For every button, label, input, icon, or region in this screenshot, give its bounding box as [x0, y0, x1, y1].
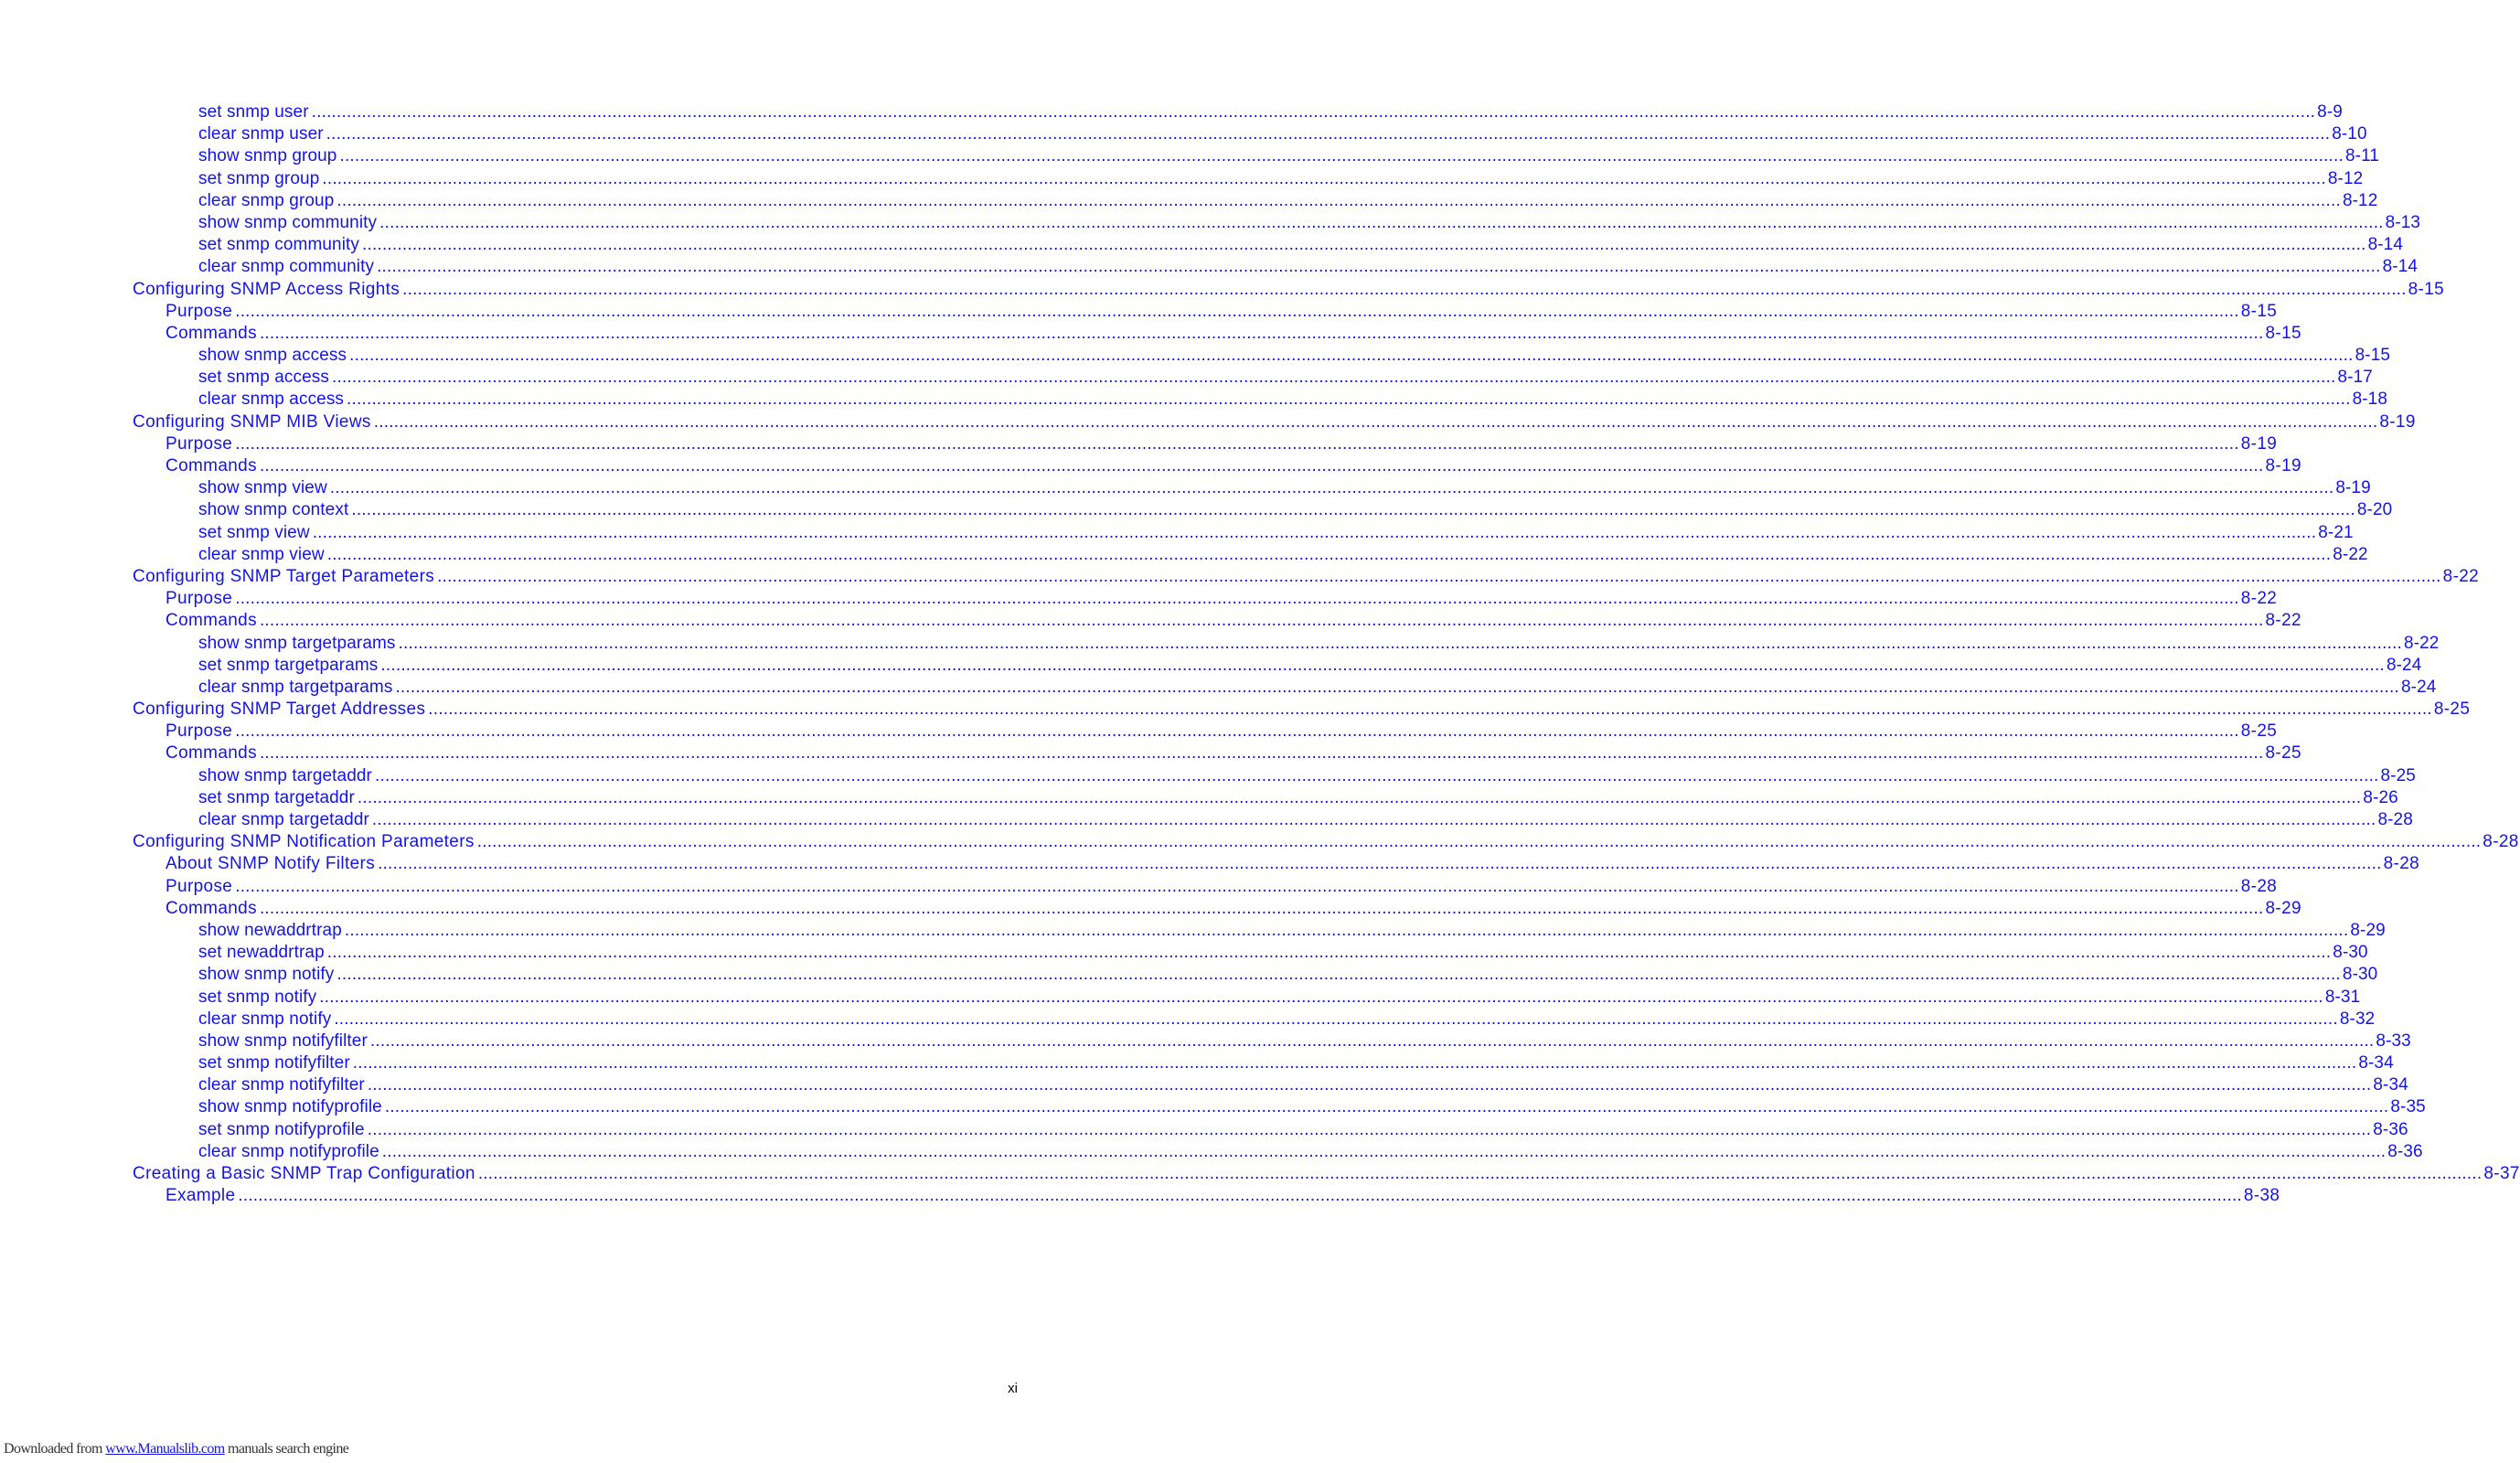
- toc-entry-title: clear snmp access: [198, 390, 345, 410]
- toc-dot-leader: ................................................................................................................................................................................................................................................................................................................................................................................................................: [357, 787, 2362, 807]
- toc-entry-page: 8-17: [2337, 368, 2373, 388]
- toc-dot-leader: ................................................................................................................................................................................................................................................................................................................................................................................................................: [347, 390, 2351, 410]
- toc-entry-page: 8-34: [2358, 1053, 2394, 1073]
- toc-entry-page: 8-34: [2373, 1075, 2408, 1095]
- toc-entry[interactable]: [198, 477, 2371, 499]
- toc-entry-page: 8-12: [2327, 168, 2364, 188]
- toc-dot-leader: ................................................................................................................................................................................................................................................................................................................................................................................................................: [259, 898, 2264, 918]
- toc-entry-page: 8-22: [2404, 633, 2440, 653]
- toc-entry-title: show snmp targetaddr: [198, 765, 372, 785]
- toc-entry[interactable]: [133, 279, 2445, 301]
- toc-dot-leader: ................................................................................................................................................................................................................................................................................................................................................................................................................: [428, 699, 2432, 720]
- toc-dot-leader: ................................................................................................................................................................................................................................................................................................................................................................................................................: [311, 102, 2316, 122]
- toc-entry-page: 8-25: [2265, 743, 2301, 764]
- toc-entry-title: set snmp view: [198, 522, 310, 542]
- toc-dot-leader: ................................................................................................................................................................................................................................................................................................................................................................................................................: [437, 566, 2441, 586]
- toc-entry-title: Configuring SNMP Target Addresses: [133, 699, 426, 720]
- toc-entry[interactable]: [133, 566, 2480, 588]
- toc-entry-title: Example: [166, 1186, 236, 1206]
- toc-entry-title: Purpose: [166, 301, 233, 321]
- toc-dot-leader: ................................................................................................................................................................................................................................................................................................................................................................................................................: [336, 965, 2341, 985]
- toc-entry-title: show snmp access: [198, 346, 347, 366]
- toc-dot-leader: ................................................................................................................................................................................................................................................................................................................................................................................................................: [367, 1119, 2372, 1139]
- toc-entry-page: 8-13: [2385, 212, 2421, 232]
- toc-entry-page: 8-10: [2332, 124, 2367, 144]
- toc-entry[interactable]: [198, 190, 2378, 212]
- toc-entry-page: 8-21: [2318, 522, 2354, 542]
- toc-entry-title: Purpose: [166, 876, 233, 896]
- toc-entry-page: 8-25: [2433, 699, 2471, 720]
- toc-entry-page: 8-38: [2243, 1186, 2280, 1206]
- toc-entry-page: 8-22: [2442, 566, 2480, 586]
- toc-entry[interactable]: [166, 742, 2301, 764]
- toc-entry[interactable]: [198, 677, 2437, 699]
- toc-entry-page: 8-14: [2367, 235, 2403, 255]
- toc-dot-leader: ................................................................................................................................................................................................................................................................................................................................................................................................................: [351, 500, 2355, 520]
- toc-dot-leader: ................................................................................................................................................................................................................................................................................................................................................................................................................: [476, 832, 2482, 852]
- toc-entry-page: 8-18: [2352, 390, 2388, 410]
- toc-entry-page: 8-24: [2400, 677, 2437, 697]
- toc-entry[interactable]: [166, 610, 2301, 632]
- toc-entry-page: 8-15: [2240, 301, 2278, 321]
- toc-dot-leader: ................................................................................................................................................................................................................................................................................................................................................................................................................: [332, 368, 2336, 388]
- toc-entry-title: show snmp notify: [198, 965, 335, 985]
- toc-entry[interactable]: [198, 920, 2386, 942]
- toc-entry[interactable]: [166, 876, 2278, 898]
- toc-entry-title: Purpose: [166, 721, 233, 742]
- toc-entry[interactable]: [166, 301, 2278, 323]
- toc-entry-page: 8-15: [2354, 346, 2391, 366]
- toc-dot-leader: ................................................................................................................................................................................................................................................................................................................................................................................................................: [235, 301, 2239, 321]
- toc-entry-title: show snmp community: [198, 212, 378, 232]
- toc-dot-leader: ................................................................................................................................................................................................................................................................................................................................................................................................................: [402, 279, 2407, 299]
- toc-dot-leader: ................................................................................................................................................................................................................................................................................................................................................................................................................: [378, 854, 2382, 874]
- toc-entry-page: 8-22: [2333, 544, 2368, 564]
- toc-dot-leader: ................................................................................................................................................................................................................................................................................................................................................................................................................: [380, 655, 2385, 675]
- toc-entry-title: show snmp group: [198, 146, 337, 166]
- toc-entry-title: clear snmp notify: [198, 1009, 332, 1029]
- toc-entry-page: 8-28: [2240, 876, 2278, 896]
- toc-entry-title: Commands: [166, 611, 257, 631]
- toc-entry-title: set snmp notifyfilter: [198, 1053, 350, 1073]
- toc-dot-leader: ................................................................................................................................................................................................................................................................................................................................................................................................................: [377, 257, 2381, 277]
- toc-dot-leader: ................................................................................................................................................................................................................................................................................................................................................................................................................: [371, 810, 2376, 829]
- toc-entry-title: clear snmp targetaddr: [198, 810, 369, 829]
- toc-entry-page: 8-28: [2383, 854, 2420, 874]
- toc-entry[interactable]: [198, 964, 2378, 986]
- toc-entry-page: 8-30: [2342, 965, 2378, 985]
- toc-entry[interactable]: [198, 765, 2416, 787]
- toc-entry-title: Configuring SNMP Notification Parameters: [133, 832, 475, 852]
- toc-dot-leader: ................................................................................................................................................................................................................................................................................................................................................................................................................: [235, 433, 2239, 454]
- toc-entry[interactable]: [198, 367, 2373, 389]
- toc-entry-page: 8-30: [2333, 943, 2368, 963]
- toc-entry-title: show snmp context: [198, 500, 349, 520]
- toc-entry-page: 8-29: [2350, 920, 2386, 940]
- toc-dot-leader: ................................................................................................................................................................................................................................................................................................................................................................................................................: [235, 876, 2239, 896]
- toc-dot-leader: ................................................................................................................................................................................................................................................................................................................................................................................................................: [326, 943, 2332, 963]
- footer-prefix: Downloaded from: [4, 1441, 106, 1457]
- toc-entry-title: Configuring SNMP Access Rights: [133, 279, 400, 299]
- toc-entry[interactable]: [198, 655, 2422, 677]
- toc-entry-title: clear snmp group: [198, 190, 335, 210]
- toc-entry[interactable]: [166, 898, 2301, 920]
- toc-entry-title: clear snmp view: [198, 544, 325, 564]
- toc-dot-leader: ................................................................................................................................................................................................................................................................................................................................................................................................................: [336, 190, 2341, 210]
- toc-dot-leader: ................................................................................................................................................................................................................................................................................................................................................................................................................: [326, 544, 2332, 564]
- toc-entry[interactable]: [198, 101, 2343, 123]
- toc-entry-page: 8-35: [2390, 1097, 2426, 1117]
- toc-dot-leader: ................................................................................................................................................................................................................................................................................................................................................................................................................: [369, 1031, 2375, 1051]
- toc-dot-leader: ................................................................................................................................................................................................................................................................................................................................................................................................................: [352, 1053, 2357, 1073]
- toc-entry-title: clear snmp targetparams: [198, 677, 393, 697]
- toc-entry-page: 8-19: [2379, 411, 2416, 432]
- toc-dot-leader: ................................................................................................................................................................................................................................................................................................................................................................................................................: [381, 1141, 2387, 1161]
- toc-entry-page: 8-24: [2386, 655, 2422, 675]
- toc-entry-title: show snmp notifyfilter: [198, 1031, 368, 1051]
- toc-dot-leader: ................................................................................................................................................................................................................................................................................................................................................................................................................: [339, 146, 2344, 166]
- toc-entry-page: 8-19: [2265, 456, 2301, 475]
- toc-entry-page: 8-29: [2265, 898, 2301, 918]
- toc-entry[interactable]: [198, 1031, 2411, 1052]
- toc-entry-page: 8-28: [2483, 832, 2519, 852]
- toc-entry-title: Configuring SNMP Target Parameters: [133, 566, 435, 586]
- toc-dot-leader: ................................................................................................................................................................................................................................................................................................................................................................................................................: [259, 456, 2264, 475]
- toc-entry-title: set snmp notify: [198, 987, 317, 1007]
- toc-dot-leader: ................................................................................................................................................................................................................................................................................................................................................................................................................: [235, 721, 2239, 742]
- toc-entry-page: 8-15: [2265, 323, 2301, 343]
- toc-entry-page: 8-36: [2387, 1141, 2423, 1161]
- toc-entry[interactable]: [198, 345, 2391, 367]
- toc-entry-page: 8-20: [2356, 500, 2393, 520]
- toc-entry[interactable]: [198, 633, 2440, 655]
- toc-entry[interactable]: [166, 323, 2301, 345]
- toc-entry[interactable]: [198, 1141, 2423, 1163]
- toc-entry[interactable]: [198, 389, 2388, 411]
- table-of-contents: [0, 101, 2520, 1207]
- toc-dot-leader: ................................................................................................................................................................................................................................................................................................................................................................................................................: [334, 1009, 2338, 1029]
- toc-entry-title: set snmp community: [198, 235, 360, 255]
- toc-entry-page: 8-14: [2382, 257, 2419, 277]
- toc-entry-title: clear snmp notifyfilter: [198, 1075, 365, 1095]
- toc-entry[interactable]: [198, 787, 2398, 809]
- toc-dot-leader: ................................................................................................................................................................................................................................................................................................................................................................................................................: [477, 1164, 2483, 1183]
- toc-entry-page: 8-25: [2380, 765, 2416, 785]
- toc-entry-title: Commands: [166, 743, 257, 764]
- toc-entry-title: Creating a Basic SNMP Trap Configuration: [133, 1164, 475, 1183]
- page-number: xi: [1008, 1381, 1018, 1396]
- manualslib-link[interactable]: www.Manualslib.com: [105, 1441, 225, 1457]
- toc-entry[interactable]: [198, 1074, 2408, 1096]
- toc-entry-page: 8-19: [2240, 433, 2278, 454]
- toc-entry-page: 8-11: [2345, 146, 2380, 166]
- toc-dot-leader: ................................................................................................................................................................................................................................................................................................................................................................................................................: [259, 323, 2264, 343]
- toc-entry-title: show newaddrtrap: [198, 920, 342, 940]
- toc-entry[interactable]: [133, 831, 2519, 853]
- toc-entry-page: 8-32: [2339, 1009, 2376, 1029]
- toc-entry-page: 8-36: [2373, 1119, 2408, 1139]
- toc-entry[interactable]: [198, 544, 2368, 566]
- toc-entry-page: 8-25: [2240, 721, 2278, 742]
- footer: [4, 1441, 348, 1458]
- toc-entry[interactable]: [198, 499, 2393, 521]
- toc-entry[interactable]: [198, 145, 2380, 167]
- toc-entry-title: show snmp notifyprofile: [198, 1097, 382, 1117]
- toc-dot-leader: ................................................................................................................................................................................................................................................................................................................................................................................................................: [395, 677, 2399, 697]
- toc-dot-leader: ................................................................................................................................................................................................................................................................................................................................................................................................................: [344, 920, 2349, 940]
- toc-entry[interactable]: [133, 699, 2471, 721]
- toc-dot-leader: ................................................................................................................................................................................................................................................................................................................................................................................................................: [326, 124, 2331, 144]
- toc-entry-title: set snmp targetaddr: [198, 787, 355, 807]
- toc-dot-leader: ................................................................................................................................................................................................................................................................................................................................................................................................................: [322, 168, 2326, 188]
- toc-entry[interactable]: [198, 168, 2364, 190]
- toc-entry-title: Commands: [166, 456, 257, 475]
- footer-suffix: manuals search engine: [224, 1441, 349, 1457]
- toc-entry[interactable]: [198, 1096, 2426, 1118]
- toc-entry-title: Configuring SNMP MIB Views: [133, 411, 371, 432]
- toc-entry[interactable]: [133, 411, 2416, 433]
- toc-entry-title: Commands: [166, 898, 257, 918]
- toc-entry[interactable]: [198, 123, 2367, 145]
- toc-entry-title: Purpose: [166, 589, 233, 609]
- toc-dot-leader: ................................................................................................................................................................................................................................................................................................................................................................................................................: [259, 611, 2264, 631]
- toc-entry[interactable]: [133, 1163, 2520, 1185]
- toc-dot-leader: ................................................................................................................................................................................................................................................................................................................................................................................................................: [259, 743, 2264, 764]
- toc-dot-leader: ................................................................................................................................................................................................................................................................................................................................................................................................................: [235, 589, 2239, 609]
- toc-entry-page: 8-28: [2377, 810, 2413, 829]
- toc-entry[interactable]: [198, 1009, 2376, 1031]
- toc-dot-leader: ................................................................................................................................................................................................................................................................................................................................................................................................................: [398, 633, 2403, 653]
- toc-entry-title: set snmp notifyprofile: [198, 1119, 365, 1139]
- toc-entry-page: 8-26: [2363, 787, 2398, 807]
- toc-dot-leader: ................................................................................................................................................................................................................................................................................................................................................................................................................: [373, 411, 2378, 432]
- toc-entry[interactable]: [166, 853, 2420, 875]
- toc-entry-title: clear snmp user: [198, 124, 324, 144]
- toc-entry[interactable]: [198, 1052, 2394, 1074]
- toc-dot-leader: ................................................................................................................................................................................................................................................................................................................................................................................................................: [312, 522, 2317, 542]
- toc-entry-title: set snmp group: [198, 168, 320, 188]
- toc-entry-title: set snmp targetparams: [198, 655, 379, 675]
- toc-entry[interactable]: [166, 455, 2301, 477]
- toc-dot-leader: ................................................................................................................................................................................................................................................................................................................................................................................................................: [319, 987, 2323, 1007]
- toc-entry-title: set snmp access: [198, 368, 329, 388]
- toc-entry[interactable]: [166, 1185, 2280, 1207]
- toc-entry[interactable]: [198, 942, 2368, 964]
- toc-dot-leader: ................................................................................................................................................................................................................................................................................................................................................................................................................: [375, 765, 2379, 785]
- toc-entry[interactable]: [166, 721, 2278, 742]
- toc-entry-page: 8-9: [2317, 102, 2343, 122]
- toc-entry[interactable]: [198, 987, 2361, 1009]
- toc-entry[interactable]: [198, 522, 2354, 544]
- toc-entry-page: 8-12: [2342, 190, 2378, 210]
- toc-entry-title: show snmp targetparams: [198, 633, 396, 653]
- toc-entry[interactable]: [198, 809, 2413, 831]
- toc-entry-page: 8-22: [2240, 589, 2278, 609]
- toc-entry-page: 8-33: [2376, 1031, 2411, 1051]
- toc-entry[interactable]: [166, 588, 2278, 610]
- toc-entry-title: About SNMP Notify Filters: [166, 854, 376, 874]
- toc-dot-leader: ................................................................................................................................................................................................................................................................................................................................................................................................................: [349, 346, 2354, 366]
- toc-entry-title: clear snmp community: [198, 257, 375, 277]
- toc-dot-leader: ................................................................................................................................................................................................................................................................................................................................................................................................................: [379, 212, 2384, 232]
- toc-entry-page: 8-37: [2483, 1164, 2520, 1183]
- toc-dot-leader: ................................................................................................................................................................................................................................................................................................................................................................................................................: [329, 478, 2334, 498]
- toc-entry-title: set snmp user: [198, 102, 309, 122]
- toc-dot-leader: ................................................................................................................................................................................................................................................................................................................................................................................................................: [384, 1097, 2389, 1117]
- toc-entry-page: 8-22: [2265, 611, 2301, 631]
- toc-entry-page: 8-31: [2324, 987, 2361, 1007]
- toc-entry-title: set newaddrtrap: [198, 943, 325, 963]
- toc-dot-leader: ................................................................................................................................................................................................................................................................................................................................................................................................................: [362, 235, 2366, 255]
- toc-dot-leader: ................................................................................................................................................................................................................................................................................................................................................................................................................: [367, 1075, 2372, 1095]
- toc-entry-page: 8-19: [2335, 478, 2371, 498]
- toc-entry-title: Purpose: [166, 433, 233, 454]
- toc-entry[interactable]: [198, 256, 2419, 278]
- toc-entry-title: Commands: [166, 323, 257, 343]
- toc-entry-title: clear snmp notifyprofile: [198, 1141, 379, 1161]
- toc-entry-page: 8-15: [2408, 279, 2445, 299]
- toc-entry[interactable]: [166, 433, 2278, 455]
- toc-entry[interactable]: [198, 212, 2421, 234]
- toc-dot-leader: ................................................................................................................................................................................................................................................................................................................................................................................................................: [238, 1186, 2242, 1206]
- toc-entry[interactable]: [198, 234, 2403, 256]
- toc-entry[interactable]: [198, 1119, 2408, 1141]
- toc-entry-title: show snmp view: [198, 478, 327, 498]
